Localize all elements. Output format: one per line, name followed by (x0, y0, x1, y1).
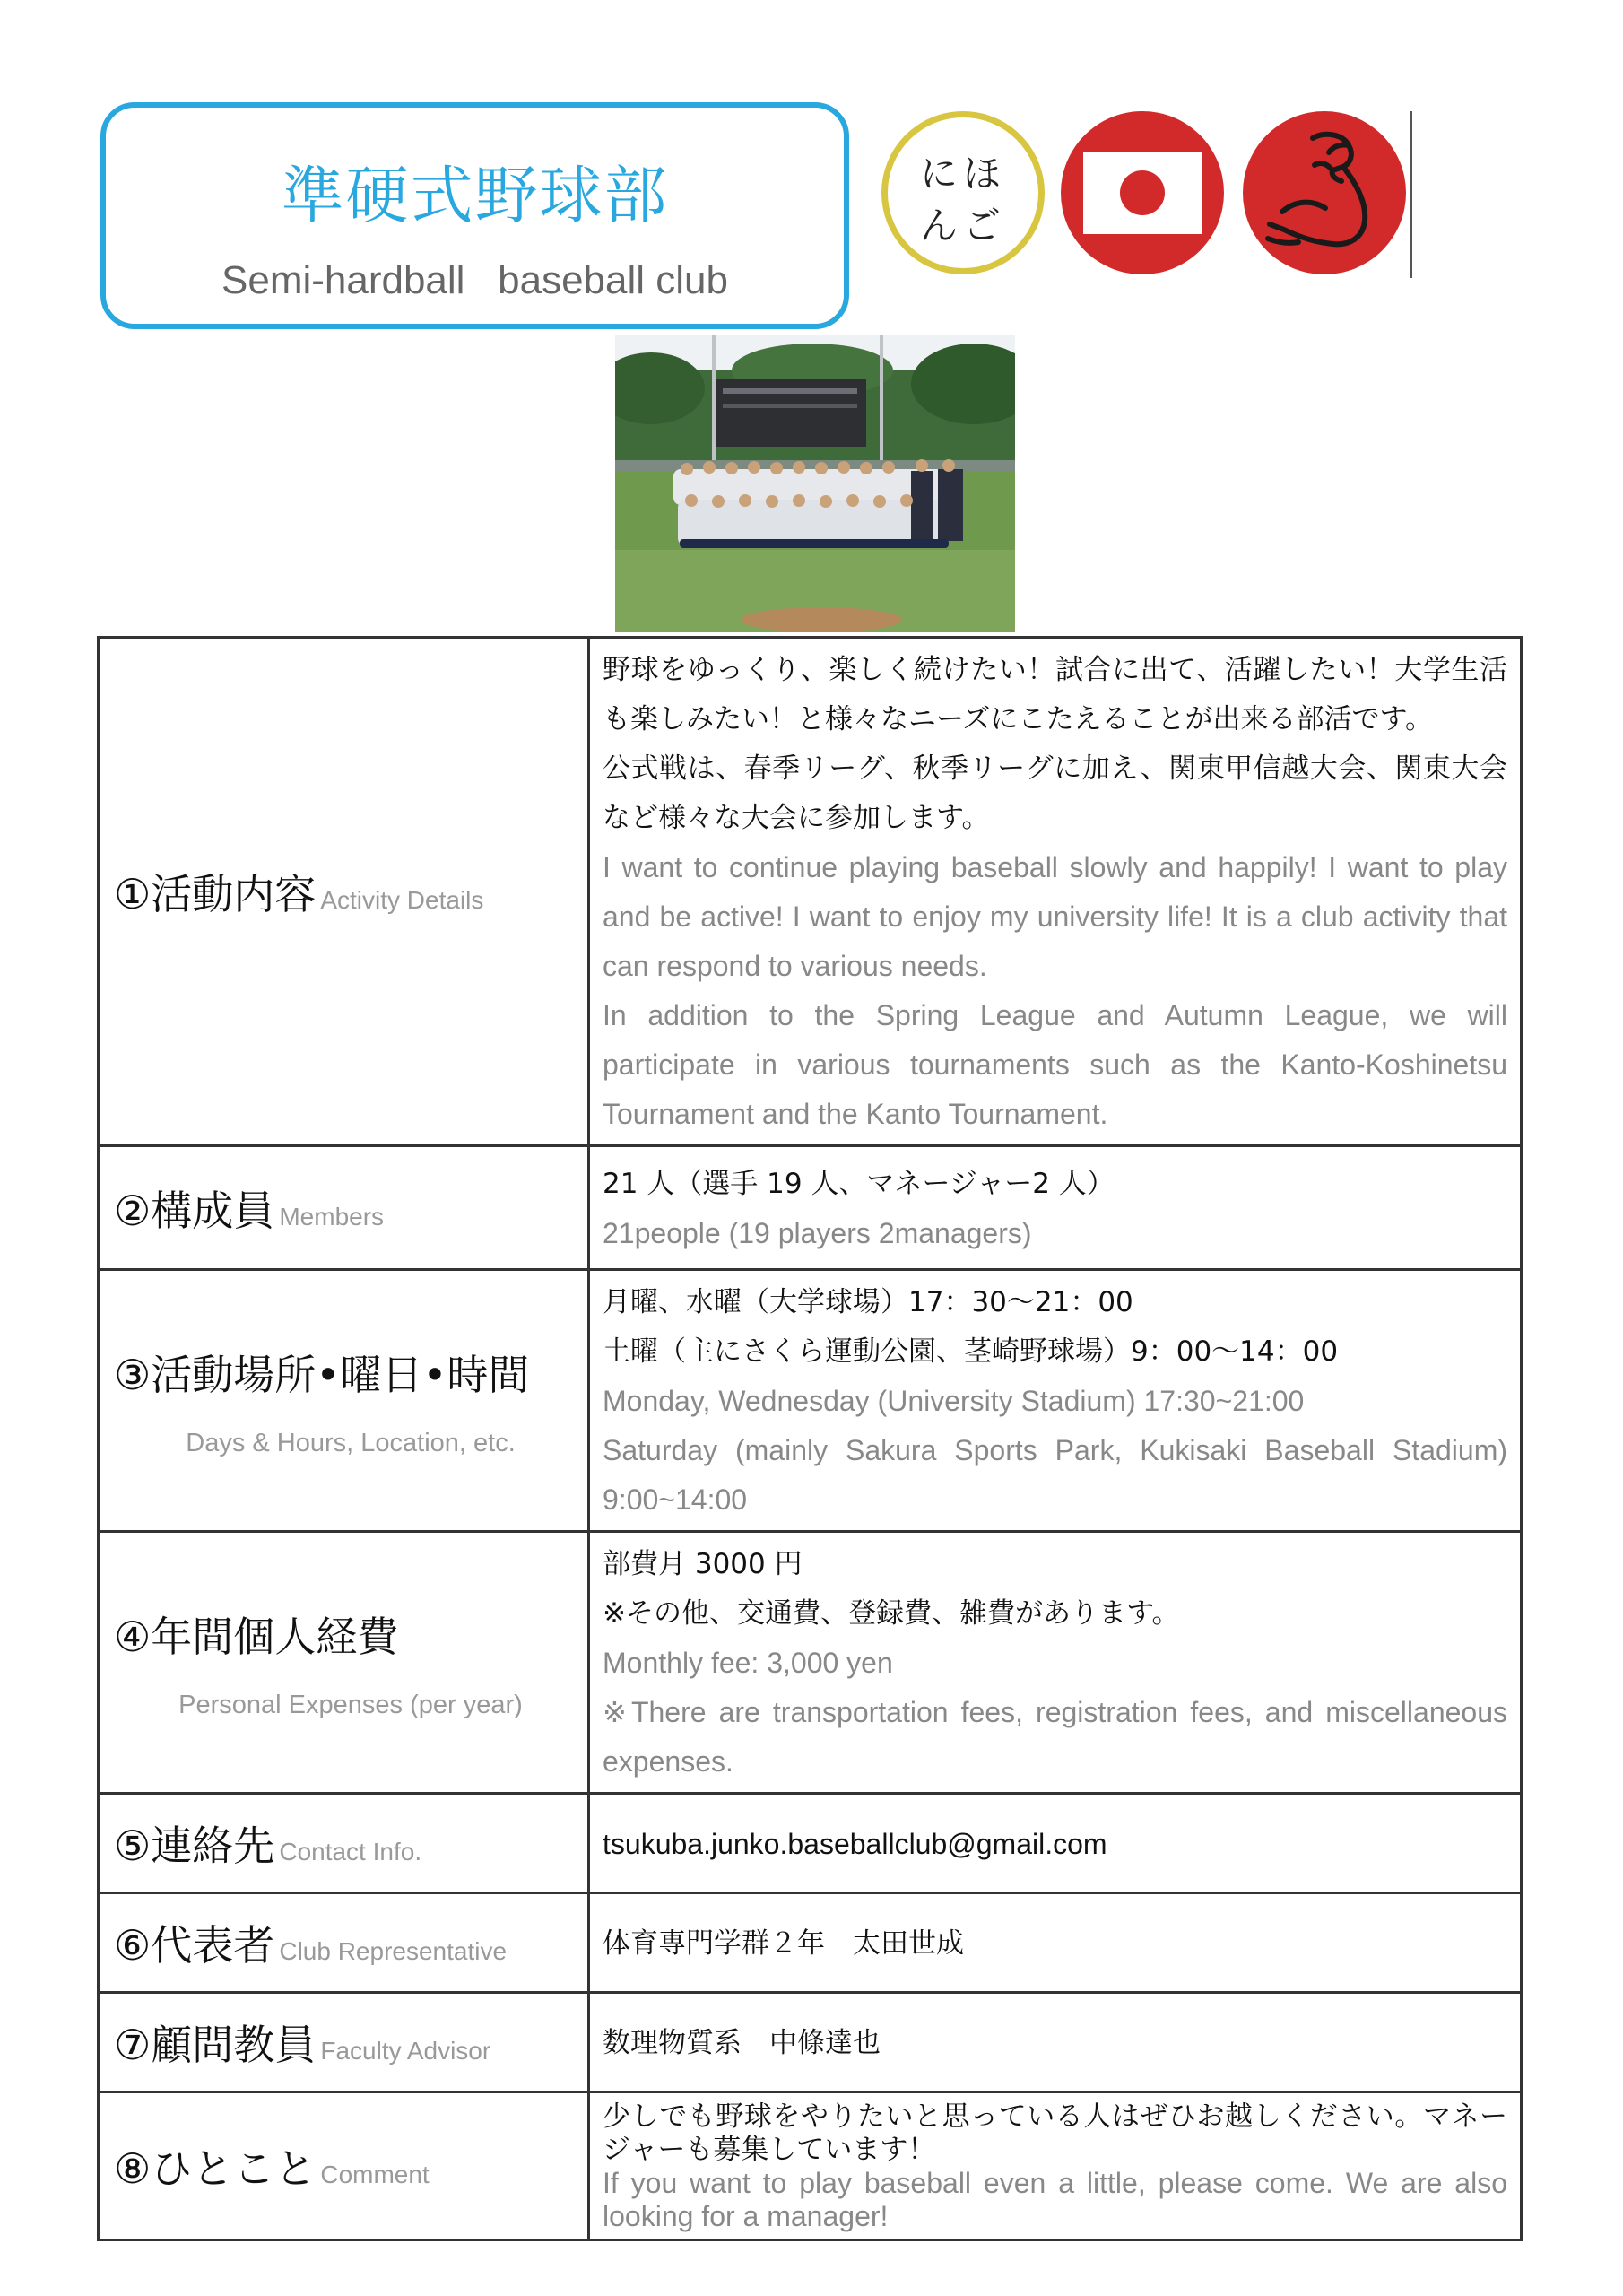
comment-en-1: If you want to play baseball even a little, please come. We are also looking for a manager! (603, 2167, 1507, 2232)
expenses-label-jp: ④年間個人経費 (114, 1613, 399, 1661)
activity-en-1: I want to continue playing baseball slowly and happily! I want to play and be active! I want to enjoy my university life! It is a club activity that can respond to various needs. (603, 851, 1507, 982)
row-advisor (99, 1993, 1522, 2092)
expenses-content-cell (589, 1532, 1522, 1794)
activity-en-2: In addition to the Spring League and Autumn League, we will participate in various tournaments such as the Kanto-Koshinetsu Tournament and the Kanto Tournament. (603, 999, 1507, 1130)
representative-label-en: Club Representative (279, 1937, 508, 1965)
contact-label-cell (99, 1794, 589, 1893)
row-contact (99, 1794, 1522, 1893)
flag-sun (1120, 170, 1165, 215)
comment-label-en: Comment (320, 2161, 430, 2188)
advisor-label-cell (99, 1993, 589, 2092)
nihongo-badge-line2: んご (919, 204, 1006, 248)
expenses-en-2: ※There are transportation fees, registration fees, and miscellaneous expenses. (603, 1696, 1507, 1778)
advisor-label-jp: ⑦顧問教員 (114, 2021, 317, 2069)
expenses-jp-2: ※その他、交通費、登録費、雑費があります。 (603, 1597, 1180, 1630)
flag-white-field (1083, 152, 1202, 234)
members-en-1: 21people (19 players 2managers) (603, 1216, 1032, 1249)
representative-content-cell (589, 1893, 1522, 1993)
activity-jp-1: 野球をゆっくり、楽しく続けたい！試合に出て、活躍したい！大学生活も楽しみたい！と様々なニーズにこたえることが出来る部活です。 (603, 654, 1507, 735)
title-box (100, 102, 849, 329)
nihongo-badge-line1: にほ (919, 152, 1006, 196)
contact-label-jp: ⑤連絡先 (114, 1822, 275, 1870)
club-title-jp: 準硬式野球部 (281, 159, 669, 232)
advisor-content-cell (589, 1993, 1522, 2092)
club-title-en: Semi-hardball baseball club (221, 258, 728, 302)
activity-content-cell (589, 638, 1522, 1146)
representative-name: 体育専門学群２年 太田世成 (603, 1926, 964, 1960)
schedule-label-en: Days & Hours, Location, etc. (186, 1429, 516, 1457)
flexed-arm-icon (1243, 111, 1406, 274)
team-photo-drawing (615, 335, 1015, 632)
row-activity (99, 638, 1522, 1146)
japan-flag-icon (1061, 111, 1224, 274)
members-label-en: Members (279, 1202, 385, 1231)
activity-label-en: Activity Details (320, 886, 484, 914)
schedule-label-jp: ③活動場所•曜日•時間 (114, 1351, 530, 1399)
advisor-name: 数理物質系 中條達也 (603, 2026, 881, 2059)
vertical-divider (1410, 111, 1412, 278)
expenses-en-1: Monthly fee: 3,000 yen (603, 1647, 893, 1679)
representative-label-jp: ⑥代表者 (114, 1921, 275, 1970)
comment-jp-1: 少しでも野球をやりたいと思っている人はぜひお越しください。マネージャーも募集しています！ (603, 2100, 1507, 2166)
row-expenses (99, 1532, 1522, 1794)
activity-label-cell (99, 638, 589, 1146)
representative-label-cell (99, 1893, 589, 1993)
comment-content-cell (589, 2092, 1522, 2240)
members-label-cell (99, 1146, 589, 1270)
members-jp-1: 21 人（選手 19 人、マネージャー2 人） (603, 1167, 1115, 1200)
advisor-label-en: Faculty Advisor (320, 2037, 491, 2065)
flexed-arm-drawing (1243, 111, 1406, 274)
row-members (99, 1146, 1522, 1270)
row-comment (99, 2092, 1522, 2240)
members-content-cell (589, 1146, 1522, 1270)
schedule-en-2: Saturday (mainly Sakura Sports Park, Kukisaki Baseball Stadium) 9:00~14:00 (603, 1434, 1507, 1516)
team-photo (615, 335, 1015, 632)
expenses-jp-1: 部費月 3000 円 (603, 1548, 803, 1580)
nihongo-badge (881, 111, 1045, 274)
comment-label-cell (99, 2092, 589, 2240)
expenses-label-en: Personal Expenses (per year) (178, 1691, 523, 1719)
schedule-jp-1: 月曜、水曜（大学球場）17：30～21：00 (603, 1286, 1133, 1318)
row-schedule (99, 1270, 1522, 1532)
members-label-jp: ②構成員 (114, 1186, 275, 1235)
schedule-jp-2: 土曜（主にさくら運動公園、茎崎野球場）9：00～14：00 (603, 1335, 1339, 1368)
comment-label-jp: ⑧ひとこと (114, 2144, 317, 2193)
schedule-en-1: Monday, Wednesday (University Stadium) 17:30~21:00 (603, 1385, 1305, 1417)
contact-email[interactable]: tsukuba.junko.baseballclub@gmail.com (603, 1827, 1107, 1860)
club-info-table (97, 636, 1523, 2241)
schedule-label-cell (99, 1270, 589, 1532)
expenses-label-cell (99, 1532, 589, 1794)
contact-content-cell (589, 1794, 1522, 1893)
contact-label-en: Contact Info. (279, 1838, 422, 1866)
row-representative (99, 1893, 1522, 1993)
activity-label-jp: ①活動内容 (114, 870, 317, 918)
schedule-content-cell (589, 1270, 1522, 1532)
activity-jp-2: 公式戦は、春季リーグ、秋季リーグに加え、関東甲信越大会、関東大会など様々な大会に参加します。 (603, 752, 1507, 834)
